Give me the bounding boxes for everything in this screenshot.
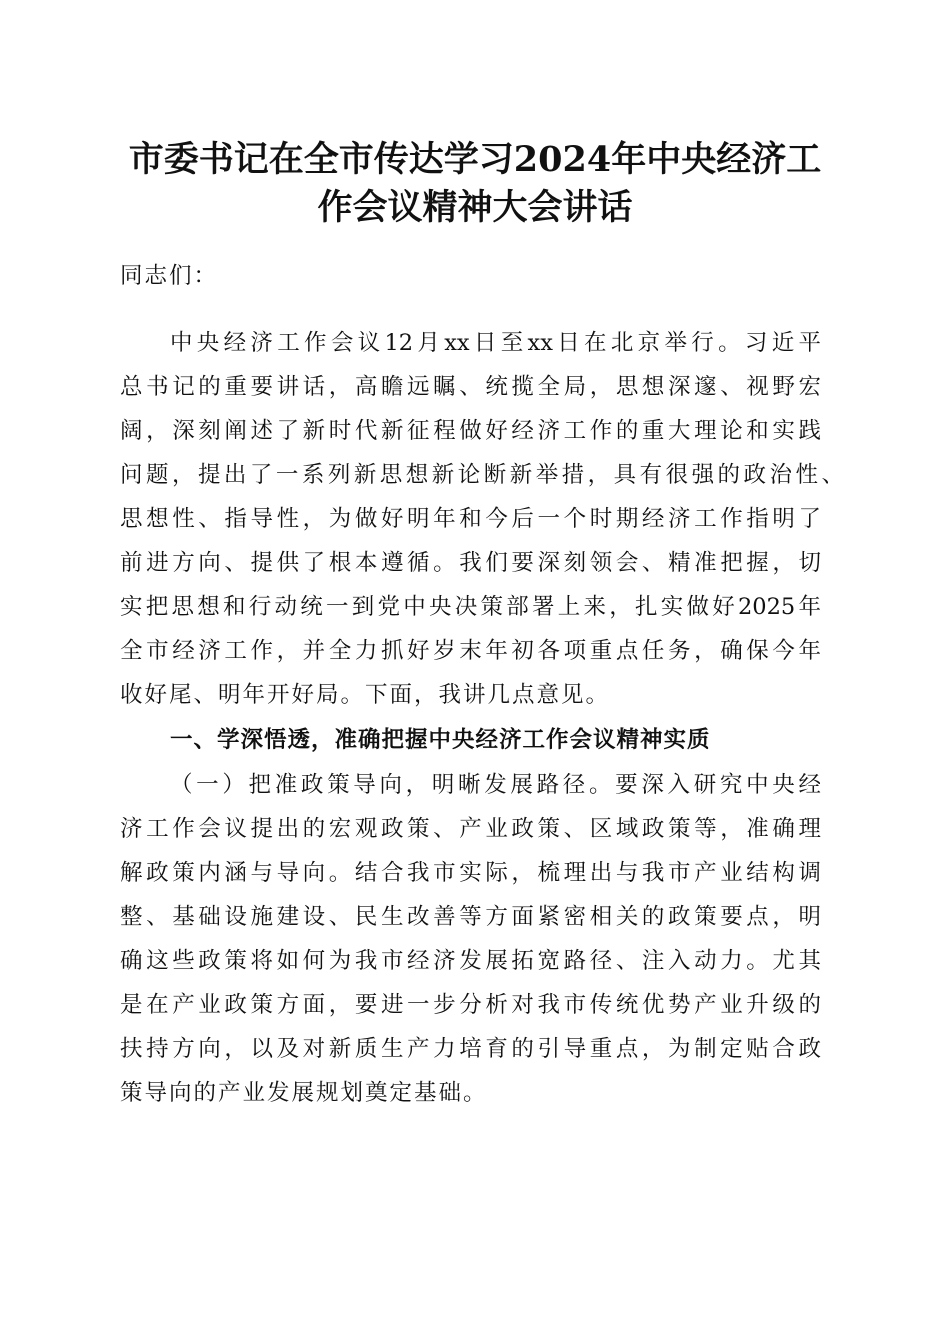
paragraph-2-line: 策导向的产业发展规划奠定基础。 (120, 1080, 488, 1106)
paragraph-1-line: 前进方向、提供了根本遵循。我们要深刻领会、精准把握，切 (120, 550, 821, 576)
paragraph-1-line: 思想性、指导性，为做好明年和今后一个时期经济工作指明了 (120, 506, 821, 532)
paragraph-2-line: 整、基础设施建设、民生改善等方面紧密相关的政策要点，明 (120, 904, 821, 930)
paragraph-1-line: 问题，提出了一系列新思想新论断新举措，具有很强的政治性、 (120, 462, 844, 488)
paragraph-1-line: 实把思想和行动统一到党中央决策部署上来，扎实做好2025年 (120, 594, 821, 620)
document-title-line-2: 作会议精神大会讲话 (317, 187, 633, 228)
section-1-heading: 一、学深悟透，准确把握中央经济工作会议精神实质 (170, 727, 711, 753)
paragraph-1-line: 总书记的重要讲话，高瞻远瞩、统揽全局，思想深邃、视野宏 (120, 374, 821, 400)
salutation: 同志们： (120, 263, 219, 289)
paragraph-1-line: 阔，深刻阐述了新时代新征程做好经济工作的重大理论和实践 (120, 418, 821, 444)
paragraph-1-line: 中央经济工作会议12月xx日至xx日在北京举行。习近平 (170, 330, 821, 356)
paragraph-2-line: 是在产业政策方面，要进一步分析对我市传统优势产业升级的 (120, 992, 821, 1018)
paragraph-1-line: 全市经济工作，并全力抓好岁末年初各项重点任务，确保今年 (120, 638, 821, 664)
paragraph-2-line: 扶持方向，以及对新质生产力培育的引导重点，为制定贴合政 (120, 1036, 821, 1062)
paragraph-2-line: 确这些政策将如何为我市经济发展拓宽路径、注入动力。尤其 (120, 948, 821, 974)
paragraph-2-line: 济工作会议提出的宏观政策、产业政策、区域政策等，准确理 (120, 816, 821, 842)
paragraph-1-line: 收好尾、明年开好局。下面，我讲几点意见。 (120, 682, 611, 708)
document-title-line-1: 市委书记在全市传达学习2024年中央经济工 (128, 139, 822, 180)
paragraph-2-line: （一）把准政策导向，明晰发展路径。要深入研究中央经 (170, 772, 821, 798)
paragraph-2-line: 解政策内涵与导向。结合我市实际，梳理出与我市产业结构调 (120, 860, 821, 886)
